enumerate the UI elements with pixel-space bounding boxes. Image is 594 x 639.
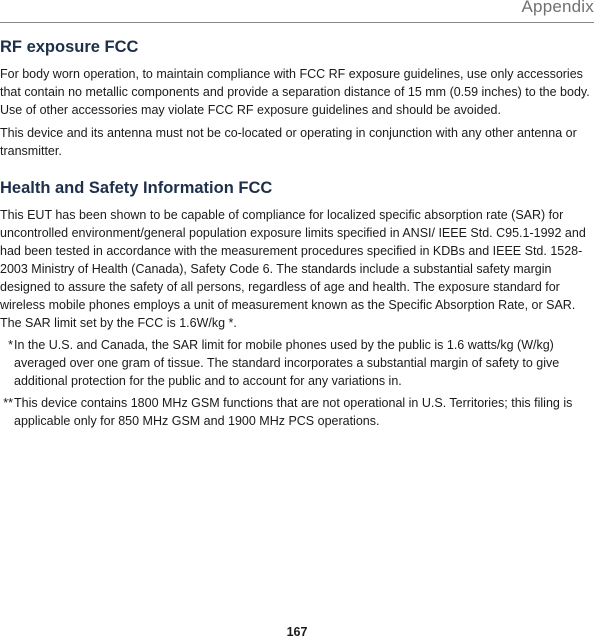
footnote-text: In the U.S. and Canada, the SAR limit for mobile phones used by the public is 1.6 watts/kg (W/kg) averaged over one gram of tissue. The standard incorporates a substantial margin of safety to give additional protection for the public and to account for any variations in. [14, 338, 560, 388]
footnote-marker: * [8, 338, 13, 352]
header-divider [0, 22, 594, 23]
footnote-text: This device contains 1800 MHz GSM functions that are not operational in U.S. Territories; this filing is applicable only for 850 MHz GSM and 1900 MHz PCS operations. [14, 396, 573, 428]
health-safety-heading: Health and Safety Information FCC [0, 179, 273, 197]
footnote-marker: ** [3, 396, 13, 410]
rf-exposure-heading: RF exposure FCC [0, 38, 139, 56]
page-content [0, 37, 590, 434]
footnote-sar-limit [0, 336, 590, 390]
rf-exposure-paragraph-2: This device and its antenna must not be co-located or operating in conjunction with any other antenna or transmitter. [0, 126, 577, 158]
page-number: 167 [286, 625, 308, 639]
page-header-section-title: Appendix [521, 0, 594, 16]
footnote-gsm-functions [0, 394, 590, 430]
rf-exposure-paragraph-1: For body worn operation, to maintain compliance with FCC RF exposure guidelines, use only accessories that contain no metallic components and provide a separation distance of 15 mm (0.59 inches) to the body. Use of other accessories may violate FCC RF exposure guidelines and should be avoided. [0, 67, 590, 117]
health-safety-paragraph: This EUT has been shown to be capable of compliance for localized specific absorption rate (SAR) for uncontrolled environment/general population exposure limits specified in ANSI/ IEEE Std. C95.1-1992 and had been tested in accordance with the measurement procedures specified in KDBs and IEEE Std. 1528-2003 Ministry of Health (Canada), Safety Code 6. The standards include a substantial safety margin designed to assure the safety of all persons, regardless of age and health. The exposure standard for wireless mobile phones employs a unit of measurement known as the Specific Absorption Rate, or SAR. The SAR limit set by the FCC is 1.6W/kg *. [0, 208, 586, 330]
